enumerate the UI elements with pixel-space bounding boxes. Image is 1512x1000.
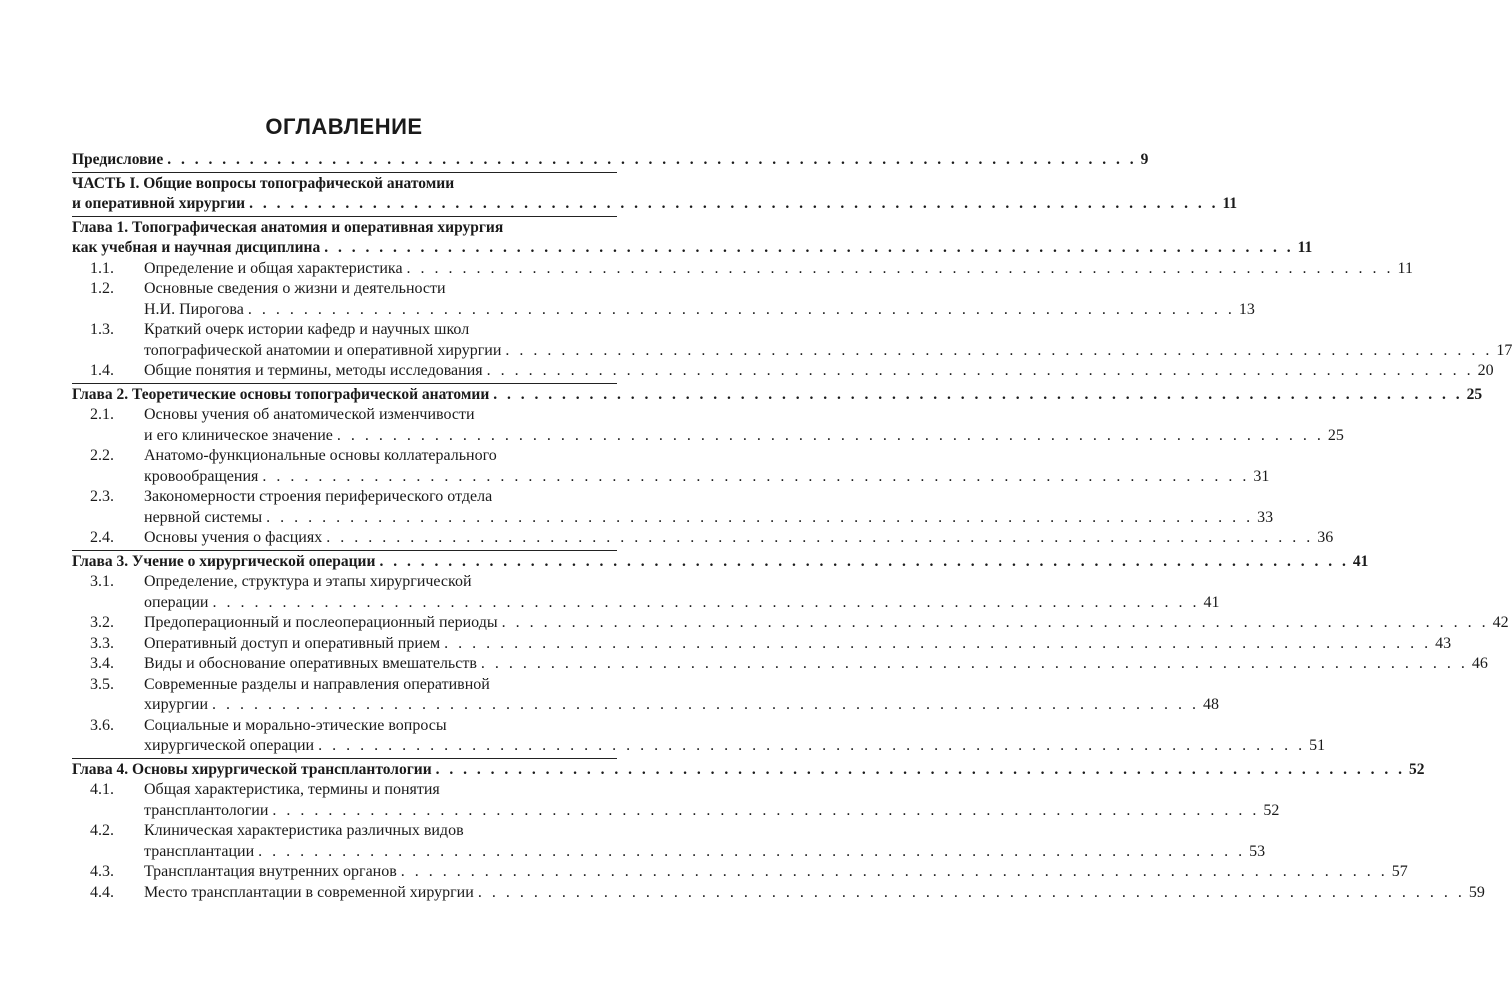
page-number: 33: [1257, 508, 1274, 526]
entry-title: как учебная и научная дисциплина: [72, 239, 321, 256]
entry-title: Анатомо-функциональные основы коллатерального: [144, 447, 497, 464]
section-number: 2.2.: [90, 447, 114, 464]
page-number: 25: [1466, 385, 1483, 403]
page-number: 59: [1468, 883, 1485, 901]
entry-title: Клиническая характеристика различных видов: [144, 822, 464, 839]
dot-leader: . . . . . . . . . . . . . . . . . . . . . . . . . . . . . . . . . . . . . . . . . . . . . . . . . . . . . . . . . . . . . . . . . . . . . . .: [477, 883, 1465, 901]
entry-title: Основы учения об анатомической изменчивости: [144, 406, 475, 423]
dot-leader: . . . . . . . . . . . . . . . . . . . . . . . . . . . . . . . . . . . . . . . . . . . . . . . . . . . . . . . . . . . . . . . . . . . . . . .: [493, 385, 1463, 403]
section-divider: [72, 172, 617, 173]
dot-leader: . . . . . . . . . . . . . . . . . . . . . . . . . . . . . . . . . . . . . . . . . . . . . . . . . . . . . . . . . . . . . . . . . . . . . . .: [326, 529, 1314, 546]
entry-title: ЧАСТЬ I. Общие вопросы топографической анатомии: [72, 174, 455, 192]
toc-entry-line: [72, 194, 1238, 215]
page-number: 53: [1249, 842, 1266, 860]
entry-title: трансплантологии: [144, 801, 269, 819]
page-number: 43: [1435, 634, 1452, 652]
toc-entry-line: [72, 300, 1255, 321]
section-divider: [72, 216, 617, 217]
dot-leader: . . . . . . . . . . . . . . . . . . . . . . . . . . . . . . . . . . . . . . . . . . . . . . . . . . . . . . . . . . . . . . . . . . . . . . .: [400, 863, 1388, 880]
entry-title: топографической анатомии и оперативной хирургии: [144, 341, 502, 359]
dot-leader: . . . . . . . . . . . . . . . . . . . . . . . . . . . . . . . . . . . . . . . . . . . . . . . . . . . . . . . . . . . . . . . . . . . . . . .: [318, 737, 1306, 754]
entry-title: Глава 1. Топографическая анатомия и оперативная хирургия: [72, 218, 504, 236]
dot-leader: . . . . . . . . . . . . . . . . . . . . . . . . . . . . . . . . . . . . . . . . . . . . . . . . . . . . . . . . . . . . . . . . . . . . . . .: [249, 195, 1219, 212]
table-of-contents: [72, 150, 1512, 903]
toc-entry-line: [72, 842, 1266, 863]
toc-subsection-entry[interactable]: [72, 446, 1270, 487]
toc-section-entry[interactable]: [72, 385, 1483, 406]
dot-leader: . . . . . . . . . . . . . . . . . . . . . . . . . . . . . . . . . . . . . . . . . . . . . . . . . . . . . . . . . . . . . . . . . . . . . . .: [266, 508, 1254, 526]
entry-title: Трансплантация внутренних органов: [144, 863, 397, 880]
page-number: 57: [1391, 863, 1408, 880]
page-number: 52: [1409, 760, 1425, 778]
page-title: ОГЛАВЛЕНИЕ: [265, 114, 423, 139]
dot-leader: . . . . . . . . . . . . . . . . . . . . . . . . . . . . . . . . . . . . . . . . . . . . . . . . . . . . . . . . . . . . . . . . . . . . . . .: [501, 614, 1489, 631]
toc-entry-line: [72, 821, 617, 842]
page-number: 13: [1238, 300, 1255, 318]
dot-leader: . . . . . . . . . . . . . . . . . . . . . . . . . . . . . . . . . . . . . . . . . . . . . . . . . . . . . . . . . . . . . . . . . . . . . . .: [336, 426, 1324, 444]
section-number: 3.6.: [90, 716, 114, 734]
toc-subsection-entry[interactable]: [72, 405, 1344, 446]
toc-entry-line: [72, 780, 617, 801]
toc-entry-line: [72, 174, 617, 195]
page-number: 36: [1317, 529, 1334, 546]
toc-entry-line: [72, 405, 617, 426]
toc-entry-line: [72, 487, 617, 508]
section-number: 3.1.: [90, 573, 114, 590]
toc-subsection-entry[interactable]: [72, 613, 1509, 634]
page-number: 11: [1397, 259, 1413, 277]
section-divider: [72, 758, 617, 759]
page-number: 48: [1203, 696, 1220, 713]
entry-title: и его клиническое значение: [144, 426, 333, 444]
toc-entry-line: [72, 736, 1326, 757]
dot-leader: . . . . . . . . . . . . . . . . . . . . . . . . . . . . . . . . . . . . . . . . . . . . . . . . . . . . . . . . . . . . . . . . . . . . . . .: [262, 467, 1250, 485]
section-number: 3.4.: [90, 655, 114, 672]
page-number: 11: [1222, 195, 1238, 212]
toc-entry-line: [72, 760, 1425, 781]
page-number: 52: [1263, 801, 1280, 819]
entry-title: и оперативной хирургии: [72, 195, 246, 212]
toc-section-entry[interactable]: [72, 552, 1369, 573]
toc-subsection-entry[interactable]: [72, 780, 1280, 821]
entry-title: Современные разделы и направления оперативной: [144, 675, 490, 693]
entry-title: хирургической операции: [144, 737, 315, 754]
entry-title: Общие понятия и термины, методы исследования: [144, 362, 483, 379]
toc-entry-line: [72, 446, 617, 467]
page-number: 31: [1253, 467, 1270, 485]
toc-entry-line: [72, 426, 1344, 447]
dot-leader: . . . . . . . . . . . . . . . . . . . . . . . . . . . . . . . . . . . . . . . . . . . . . . . . . . . . . . . . . . . . . . . . . . . . . . .: [486, 362, 1474, 379]
dot-leader: . . . . . . . . . . . . . . . . . . . . . . . . . . . . . . . . . . . . . . . . . . . . . . . . . . . . . . . . . . . . . . . . . . . . . . .: [324, 239, 1294, 256]
toc-entry-line: [72, 593, 1220, 614]
entry-title: нервной системы: [144, 508, 263, 526]
toc-entry-line: [72, 279, 617, 300]
entry-title: Закономерности строения периферического отдела: [144, 488, 493, 505]
entry-title: Предисловие: [72, 151, 164, 168]
entry-title: Социальные и морально-этические вопросы: [144, 716, 447, 734]
entry-title: Основные сведения о жизни и деятельности: [144, 280, 446, 297]
entry-title: трансплантации: [144, 842, 255, 860]
entry-title: Н.И. Пирогова: [144, 300, 244, 318]
toc-entry-line: [72, 528, 1334, 549]
page-number: 46: [1471, 655, 1488, 672]
entry-title: Определение, структура и этапы хирургической: [144, 573, 472, 590]
toc-entry-line: [72, 654, 1488, 675]
page-number: 11: [1297, 239, 1313, 256]
toc-subsection-entry[interactable]: [72, 572, 1220, 613]
toc-subsection-entry[interactable]: [72, 320, 1512, 361]
section-number: 1.3.: [90, 321, 114, 338]
toc-entry-line: [72, 218, 617, 239]
toc-subsection-entry[interactable]: [72, 862, 1408, 883]
section-number: 1.1.: [90, 259, 114, 277]
section-number: 3.2.: [90, 614, 114, 631]
entry-title: Глава 4. Основы хирургической трансплантологии: [72, 760, 432, 778]
toc-entry-line: [72, 150, 1149, 171]
section-number: 1.2.: [90, 280, 114, 297]
entry-title: Место трансплантации в современной хирургии: [144, 883, 474, 901]
page-number: 17: [1496, 341, 1512, 359]
toc-subsection-entry[interactable]: [72, 528, 1334, 549]
toc-subsection-entry[interactable]: [72, 259, 1413, 280]
dot-leader: . . . . . . . . . . . . . . . . . . . . . . . . . . . . . . . . . . . . . . . . . . . . . . . . . . . . . . . . . . . . . . . . . . . . . . .: [258, 842, 1246, 860]
entry-title: Определение и общая характеристика: [144, 259, 403, 277]
page-number: 51: [1309, 737, 1326, 754]
section-number: 2.4.: [90, 529, 114, 546]
dot-leader: . . . . . . . . . . . . . . . . . . . . . . . . . . . . . . . . . . . . . . . . . . . . . . . . . . . . . . . . . . . . . . . . . . . . . . .: [167, 151, 1137, 168]
dot-leader: . . . . . . . . . . . . . . . . . . . . . . . . . . . . . . . . . . . . . . . . . . . . . . . . . . . . . . . . . . . . . . . . . . . . . . .: [505, 341, 1493, 359]
dot-leader: . . . . . . . . . . . . . . . . . . . . . . . . . . . . . . . . . . . . . . . . . . . . . . . . . . . . . . . . . . . . . . . . . . . . . . .: [435, 760, 1406, 778]
page-number: 25: [1327, 426, 1344, 444]
section-number: 2.1.: [90, 406, 114, 423]
toc-subsection-entry[interactable]: [72, 883, 1485, 904]
dot-leader: . . . . . . . . . . . . . . . . . . . . . . . . . . . . . . . . . . . . . . . . . . . . . . . . . . . . . . . . . . . . . . . . . . . . . . .: [272, 801, 1260, 819]
toc-entry-line: [72, 385, 1483, 406]
toc-entry-line: [72, 238, 1313, 259]
entry-title: Основы учения о фасциях: [144, 529, 323, 546]
toc-section-entry[interactable]: [72, 174, 1238, 215]
section-number: 2.3.: [90, 488, 114, 505]
toc-entry-line: [72, 341, 1512, 362]
toc-section-entry[interactable]: [72, 218, 1313, 259]
section-number: 4.4.: [90, 883, 114, 901]
dot-leader: . . . . . . . . . . . . . . . . . . . . . . . . . . . . . . . . . . . . . . . . . . . . . . . . . . . . . . . . . . . . . . . . . . . . . . .: [212, 593, 1200, 611]
dot-leader: . . . . . . . . . . . . . . . . . . . . . . . . . . . . . . . . . . . . . . . . . . . . . . . . . . . . . . . . . . . . . . . . . . . . . . .: [444, 634, 1432, 652]
section-number: 3.5.: [90, 675, 114, 693]
toc-entry-line: [72, 467, 1270, 488]
toc-entry-line: [72, 634, 1452, 655]
toc-section-entry[interactable]: [72, 760, 1425, 781]
entry-title: Глава 3. Учение о хирургической операции: [72, 552, 376, 570]
toc-subsection-entry[interactable]: [72, 279, 1255, 320]
toc-entry-line: [72, 883, 1485, 904]
toc-subsection-entry[interactable]: [72, 634, 1452, 655]
toc-entry-line: [72, 552, 1369, 573]
toc-entry-line: [72, 259, 1413, 280]
dot-leader: . . . . . . . . . . . . . . . . . . . . . . . . . . . . . . . . . . . . . . . . . . . . . . . . . . . . . . . . . . . . . . . . . . . . . . .: [379, 552, 1349, 570]
toc-subsection-entry[interactable]: [72, 361, 1494, 382]
toc-entry-line: [72, 613, 1509, 634]
section-divider: [72, 550, 617, 551]
section-number: 4.1.: [90, 781, 114, 798]
page-number: 20: [1477, 362, 1494, 379]
entry-title: Общая характеристика, термины и понятия: [144, 781, 440, 798]
page-number: 41: [1352, 552, 1369, 570]
section-number: 1.4.: [90, 362, 114, 379]
entry-title: хирургии: [144, 696, 209, 713]
toc-entry-line: [72, 716, 617, 737]
toc-entry-line: [72, 320, 617, 341]
dot-leader: . . . . . . . . . . . . . . . . . . . . . . . . . . . . . . . . . . . . . . . . . . . . . . . . . . . . . . . . . . . . . . . . . . . . . . .: [247, 300, 1235, 318]
section-number: 4.2.: [90, 822, 114, 839]
section-divider: [72, 383, 617, 384]
toc-subsection-entry[interactable]: [72, 654, 1488, 675]
dot-leader: . . . . . . . . . . . . . . . . . . . . . . . . . . . . . . . . . . . . . . . . . . . . . . . . . . . . . . . . . . . . . . . . . . . . . . .: [480, 655, 1468, 672]
toc-entry-line: [72, 572, 617, 593]
toc-subsection-entry[interactable]: [72, 675, 1220, 716]
toc-subsection-entry[interactable]: [72, 716, 1326, 757]
toc-subsection-entry[interactable]: [72, 821, 1266, 862]
page-number: 41: [1203, 593, 1220, 611]
toc-entry-line: [72, 675, 617, 696]
entry-title: Оперативный доступ и оперативный прием: [144, 634, 441, 652]
dot-leader: . . . . . . . . . . . . . . . . . . . . . . . . . . . . . . . . . . . . . . . . . . . . . . . . . . . . . . . . . . . . . . . . . . . . . . .: [212, 696, 1200, 713]
entry-title: Предоперационный и послеоперационный периоды: [144, 614, 498, 631]
toc-entry-line: [72, 695, 1220, 716]
entry-title: Краткий очерк истории кафедр и научных школ: [144, 321, 470, 338]
entry-title: Виды и обоснование оперативных вмешательств: [144, 655, 477, 672]
toc-entry-line: [72, 361, 1494, 382]
toc-entry-line: [72, 862, 1408, 883]
section-number: 4.3.: [90, 863, 114, 880]
page-number: 42: [1492, 614, 1509, 631]
toc-entry-line: [72, 508, 1274, 529]
toc-subsection-entry[interactable]: [72, 487, 1274, 528]
toc-section-entry[interactable]: [72, 150, 1149, 171]
entry-title: кровообращения: [144, 467, 259, 485]
toc-entry-line: [72, 801, 1280, 822]
page-number: 9: [1140, 151, 1149, 168]
entry-title: операции: [144, 593, 209, 611]
section-number: 3.3.: [90, 634, 114, 652]
entry-title: Глава 2. Теоретические основы топографической анатомии: [72, 385, 490, 403]
dot-leader: . . . . . . . . . . . . . . . . . . . . . . . . . . . . . . . . . . . . . . . . . . . . . . . . . . . . . . . . . . . . . . . . . . . . . . .: [406, 259, 1394, 277]
